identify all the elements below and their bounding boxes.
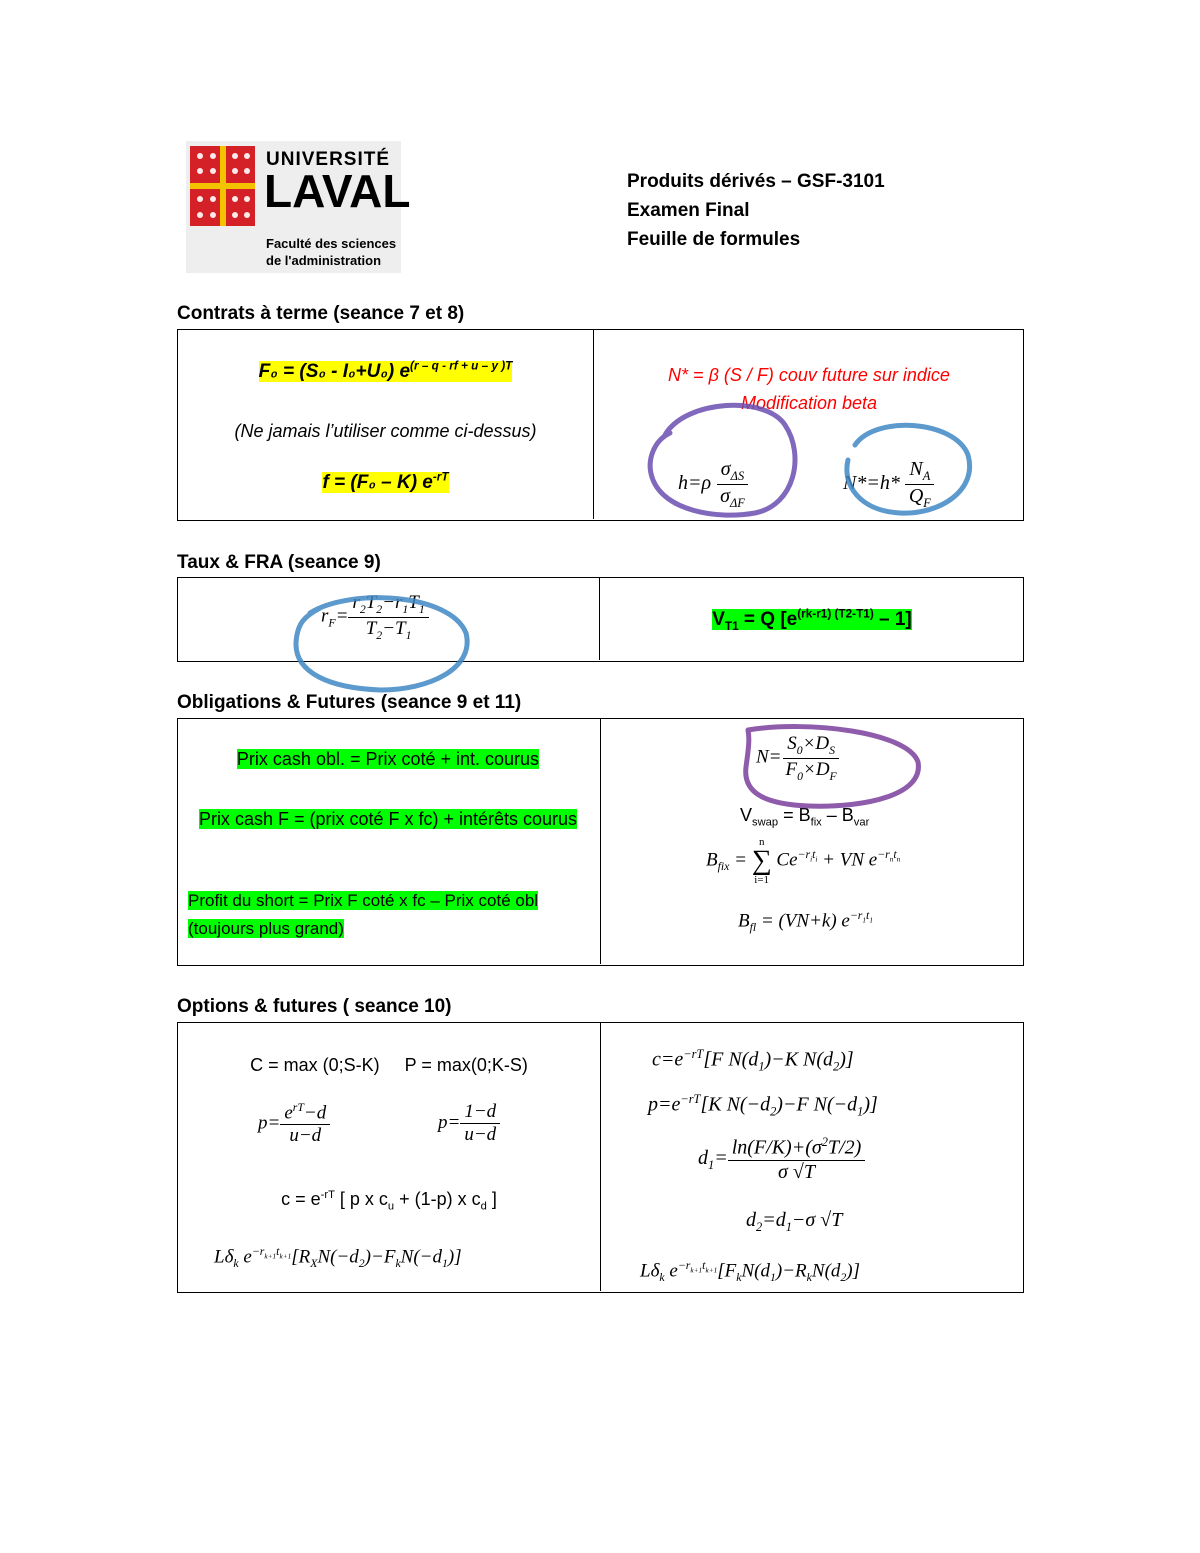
formula-p-options: p= $\frac{1-d}{u-d}$ xyxy=(438,1101,500,1146)
formula-d2: $d_2=d_1-\sigma$ √T xyxy=(746,1209,843,1234)
circle-annotation-icon xyxy=(290,588,475,696)
section-title-obligations: Obligations & Futures (seance 9 et 11) xyxy=(177,692,522,713)
circle-annotation-icon xyxy=(840,415,980,520)
table-divider xyxy=(593,330,594,519)
text-prix-cash-f: Prix cash F = (prix coté F x fc) + intérêts courus xyxy=(198,809,578,829)
section-title-taux: Taux & FRA (seance 9) xyxy=(177,552,381,573)
section-title-options: Options & futures ( seance 10) xyxy=(177,996,452,1017)
table-divider xyxy=(600,1023,601,1291)
text-payoff: C = max (0;S-K) P = max(0;K-S) xyxy=(250,1055,528,1075)
logo-text-universite: UNIVERSITÉ xyxy=(266,149,391,170)
logo-text-faculty: Faculté des sciences xyxy=(266,236,397,251)
formula-p-futures: p= $\frac{e^{rT}-d}{u-d}$ xyxy=(258,1101,330,1147)
formula-f-highlight: f = (F₀ – K) $e^{-rT}$ xyxy=(322,471,449,494)
formula-vswap: $V_{swap} = B_{fix} - B_{var}$ xyxy=(740,805,870,829)
note-text: (Ne jamais l’utiliser comme ci-dessus) xyxy=(234,421,537,441)
text-prix-cash-obl: Prix cash obl. = Prix coté + int. courus xyxy=(236,749,540,769)
table-divider xyxy=(600,719,601,964)
formula-forward-rate: $r_F=$ $\frac{r_2T_2-r_1T_1}{T_2-T_1}$ xyxy=(321,592,429,643)
fra-highlight: $V_{T1} = Q$ $[e^{(rk-r1) (T2-T1)} - 1]$ xyxy=(712,608,912,634)
red-note-line2: Modification beta xyxy=(740,393,878,413)
formula-black-put: $p=e^{-rT}[K$ $N(-d_2)-F$ $N(-d_1)$] xyxy=(648,1092,878,1119)
logo-text-laval: LAVAL xyxy=(264,165,411,217)
table-divider xyxy=(599,578,600,660)
formula-floor: $L\delta_k$ $e^{-r_{k+1}t_{k+1}}[R_XN(-d_2)-F_kN(-d_1)]$ xyxy=(214,1245,462,1271)
course-title: Produits dérivés – GSF-3101 xyxy=(627,171,885,192)
table-options xyxy=(177,1022,1024,1293)
circle-annotation-icon xyxy=(645,395,805,520)
circle-annotation-icon xyxy=(738,722,923,810)
formula-n-beta: N= $\frac{S_0\times D_S}{F_0\times D_F}$ xyxy=(756,733,841,784)
formula-f0-highlight: F₀ = (S₀ - I₀+U₀) $e^{(r - q - rf + u - y )T}$ xyxy=(258,360,513,383)
formula-black-call: $c=e^{-rT}[F$ $N(d_1)-K$ $N(d_2)$] xyxy=(652,1047,854,1074)
text-profit-short: Profit du short = Prix F coté x fc – Prix coté obl (toujours plus grand) xyxy=(188,891,539,938)
document-header xyxy=(627,167,885,254)
formula-bfl: $B_{fl} = (VN+k)$ $e^{-r_1t_1}$ xyxy=(738,909,873,935)
red-note-line1: N* = β (S / F) couv future sur indice xyxy=(668,365,950,385)
formula-f xyxy=(178,471,593,494)
sheet-title: Feuille de formules xyxy=(627,229,801,250)
section-title-contrats: Contrats à terme (seance 7 et 8) xyxy=(177,303,465,324)
formula-cap: $L\delta_k$ $e^{-r_{k+1}t_{k+1}}[F_kN(d_1)-R_kN(d_2)]$ xyxy=(640,1259,861,1285)
exam-title: Examen Final xyxy=(627,200,750,221)
formula-d1: $d_1=$ $\frac{\ln(F/K)+(\sigma^2T/2)}{\sigma √T}$ xyxy=(698,1135,865,1184)
formula-f0 xyxy=(178,360,593,383)
formula-c-binomial: $c = e^{-rT}$ [ p x $c_u + (1-p)$ x $c_d$ ] xyxy=(281,1189,497,1213)
formula-hedge-ratio: h=ρ $\frac{\sigma_{\Delta S}}{\sigma_{\Delta F}}$ xyxy=(678,458,749,511)
formula-n-contracts: N*=h* $\frac{N_A}{Q_F}$ xyxy=(843,458,935,511)
formula-bfix: $B_{fix}$ = n ∑ i=1 $Ce^{-r_it_i}$ + VN $e^{-r_nt_n}$ xyxy=(706,836,901,886)
university-logo xyxy=(186,141,411,273)
formula-fra-value xyxy=(601,608,1023,633)
logo-text-admin: de l'administration xyxy=(266,253,382,268)
